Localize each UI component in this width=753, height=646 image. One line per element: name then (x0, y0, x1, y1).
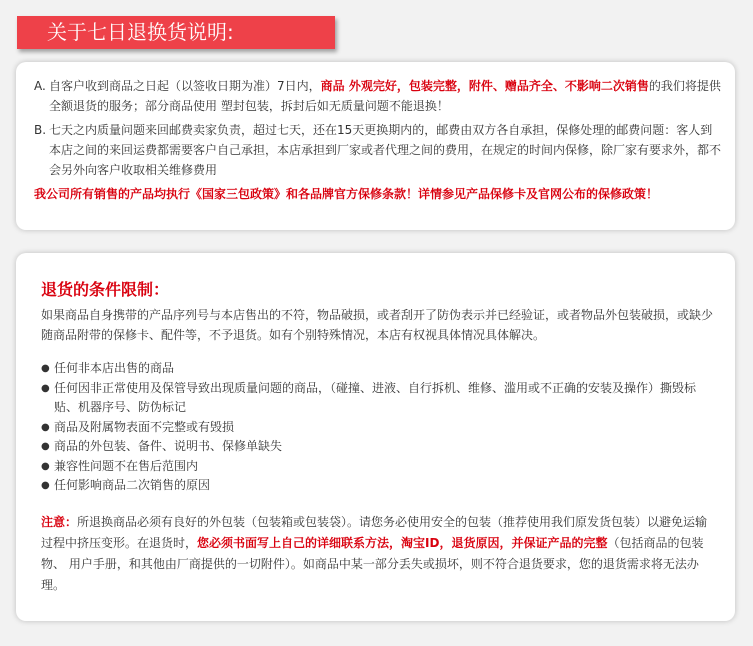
conditions-intro: 如果商品自身携带的产品序列号与本店售出的不符，物品破损，或者刮开了防伪表示并已经验证，或者物品外包装破损，或缺少随商品附带的保修卡、配件等，不予退货。如有个别特殊情况，本店有权视具体情况具体解决。 (41, 308, 714, 342)
list-item: ● 商品及附属物表面不完整或有毁损 (41, 418, 715, 438)
bullet-icon: ● (41, 480, 50, 491)
return-note (41, 512, 715, 596)
bullet-icon: ● (41, 421, 50, 433)
page-title-banner (17, 16, 335, 49)
bullet-icon: ● (41, 441, 50, 452)
policy-item-b (34, 120, 721, 180)
return-policy-card (16, 62, 735, 230)
list-item: ● 任何影响商品二次销售的原因 (41, 476, 715, 496)
warranty-note: 我公司所有销售的产品均执行《国家三包政策》和各品牌官方保修条款！详情参见产品保修卡及官网公布的保修政策！ (34, 187, 659, 201)
bullet-icon: ● (41, 460, 50, 472)
note-text: 所退换商品必须有良好的外包装（包装箱或包装袋）。请您务必使用安全的包装（推荐使用我们原发货包装）以避免运输过程中挤压变形。在退货时， (41, 514, 708, 550)
item-a-text: 自客户收到商品之日起（以签收日期为准）7日内， (49, 79, 321, 93)
return-conditions-card (16, 253, 735, 621)
bullet-icon: ● (41, 382, 50, 394)
page-title: 关于七日退换货说明: (47, 20, 234, 44)
conditions-list (41, 359, 715, 496)
item-b-marker: B. (34, 123, 47, 137)
item-a-highlight: 商品 外观完好，包装完整，附件、赠品齐全、不影响二次销售 (320, 79, 649, 93)
policy-item-a (34, 76, 721, 116)
list-item: ● 任何非本店出售的商品 (41, 359, 715, 379)
bullet-icon: ● (41, 363, 50, 374)
list-item: ● 兼容性问题不在售后范围内 (41, 457, 715, 477)
item-a-text-after: 的我们将提供全额退货的服务；部分商品使用 塑封包装，拆封后如无质量问题不能退换！ (49, 79, 721, 113)
note-label: 注意： (41, 514, 78, 529)
conditions-heading: 退货的条件限制： (41, 280, 170, 299)
item-a-marker: A. (34, 79, 46, 93)
note-text-end: （包括商品的包装物、 用户手册，和其他由厂商提供的一切附件）。如商品中某一部分丢失或损坏，则不符合退货要求，您的退货需求将无法办理。 (41, 535, 704, 592)
item-b-text: 七天之内质量问题来回邮费卖家负责，超过七天，还在15天更换期内的，邮费由双方各自承担，保修处理的邮费问题：客人到本店之间的来回运费都需要客户自己承担，本店承担到厂家或者代理之间的费用，在规定的时间内保修，除厂家有要求外，都不会另外向客户收取相关维修费用 (49, 123, 722, 177)
note-highlight: 您必须书面写上自己的详细联系方法，淘宝ID，退货原因，并保证产品的完整 (197, 535, 608, 550)
list-item: ● 商品的外包装、备件、说明书、保修单缺失 (41, 437, 715, 457)
list-item: ● 任何因非正常使用及保管导致出现质量问题的商品，（碰撞、进液、自行拆机、维修、滥用或不正确的安装及操作）撕毁标贴、机器序号、防伪标记 (41, 379, 715, 418)
